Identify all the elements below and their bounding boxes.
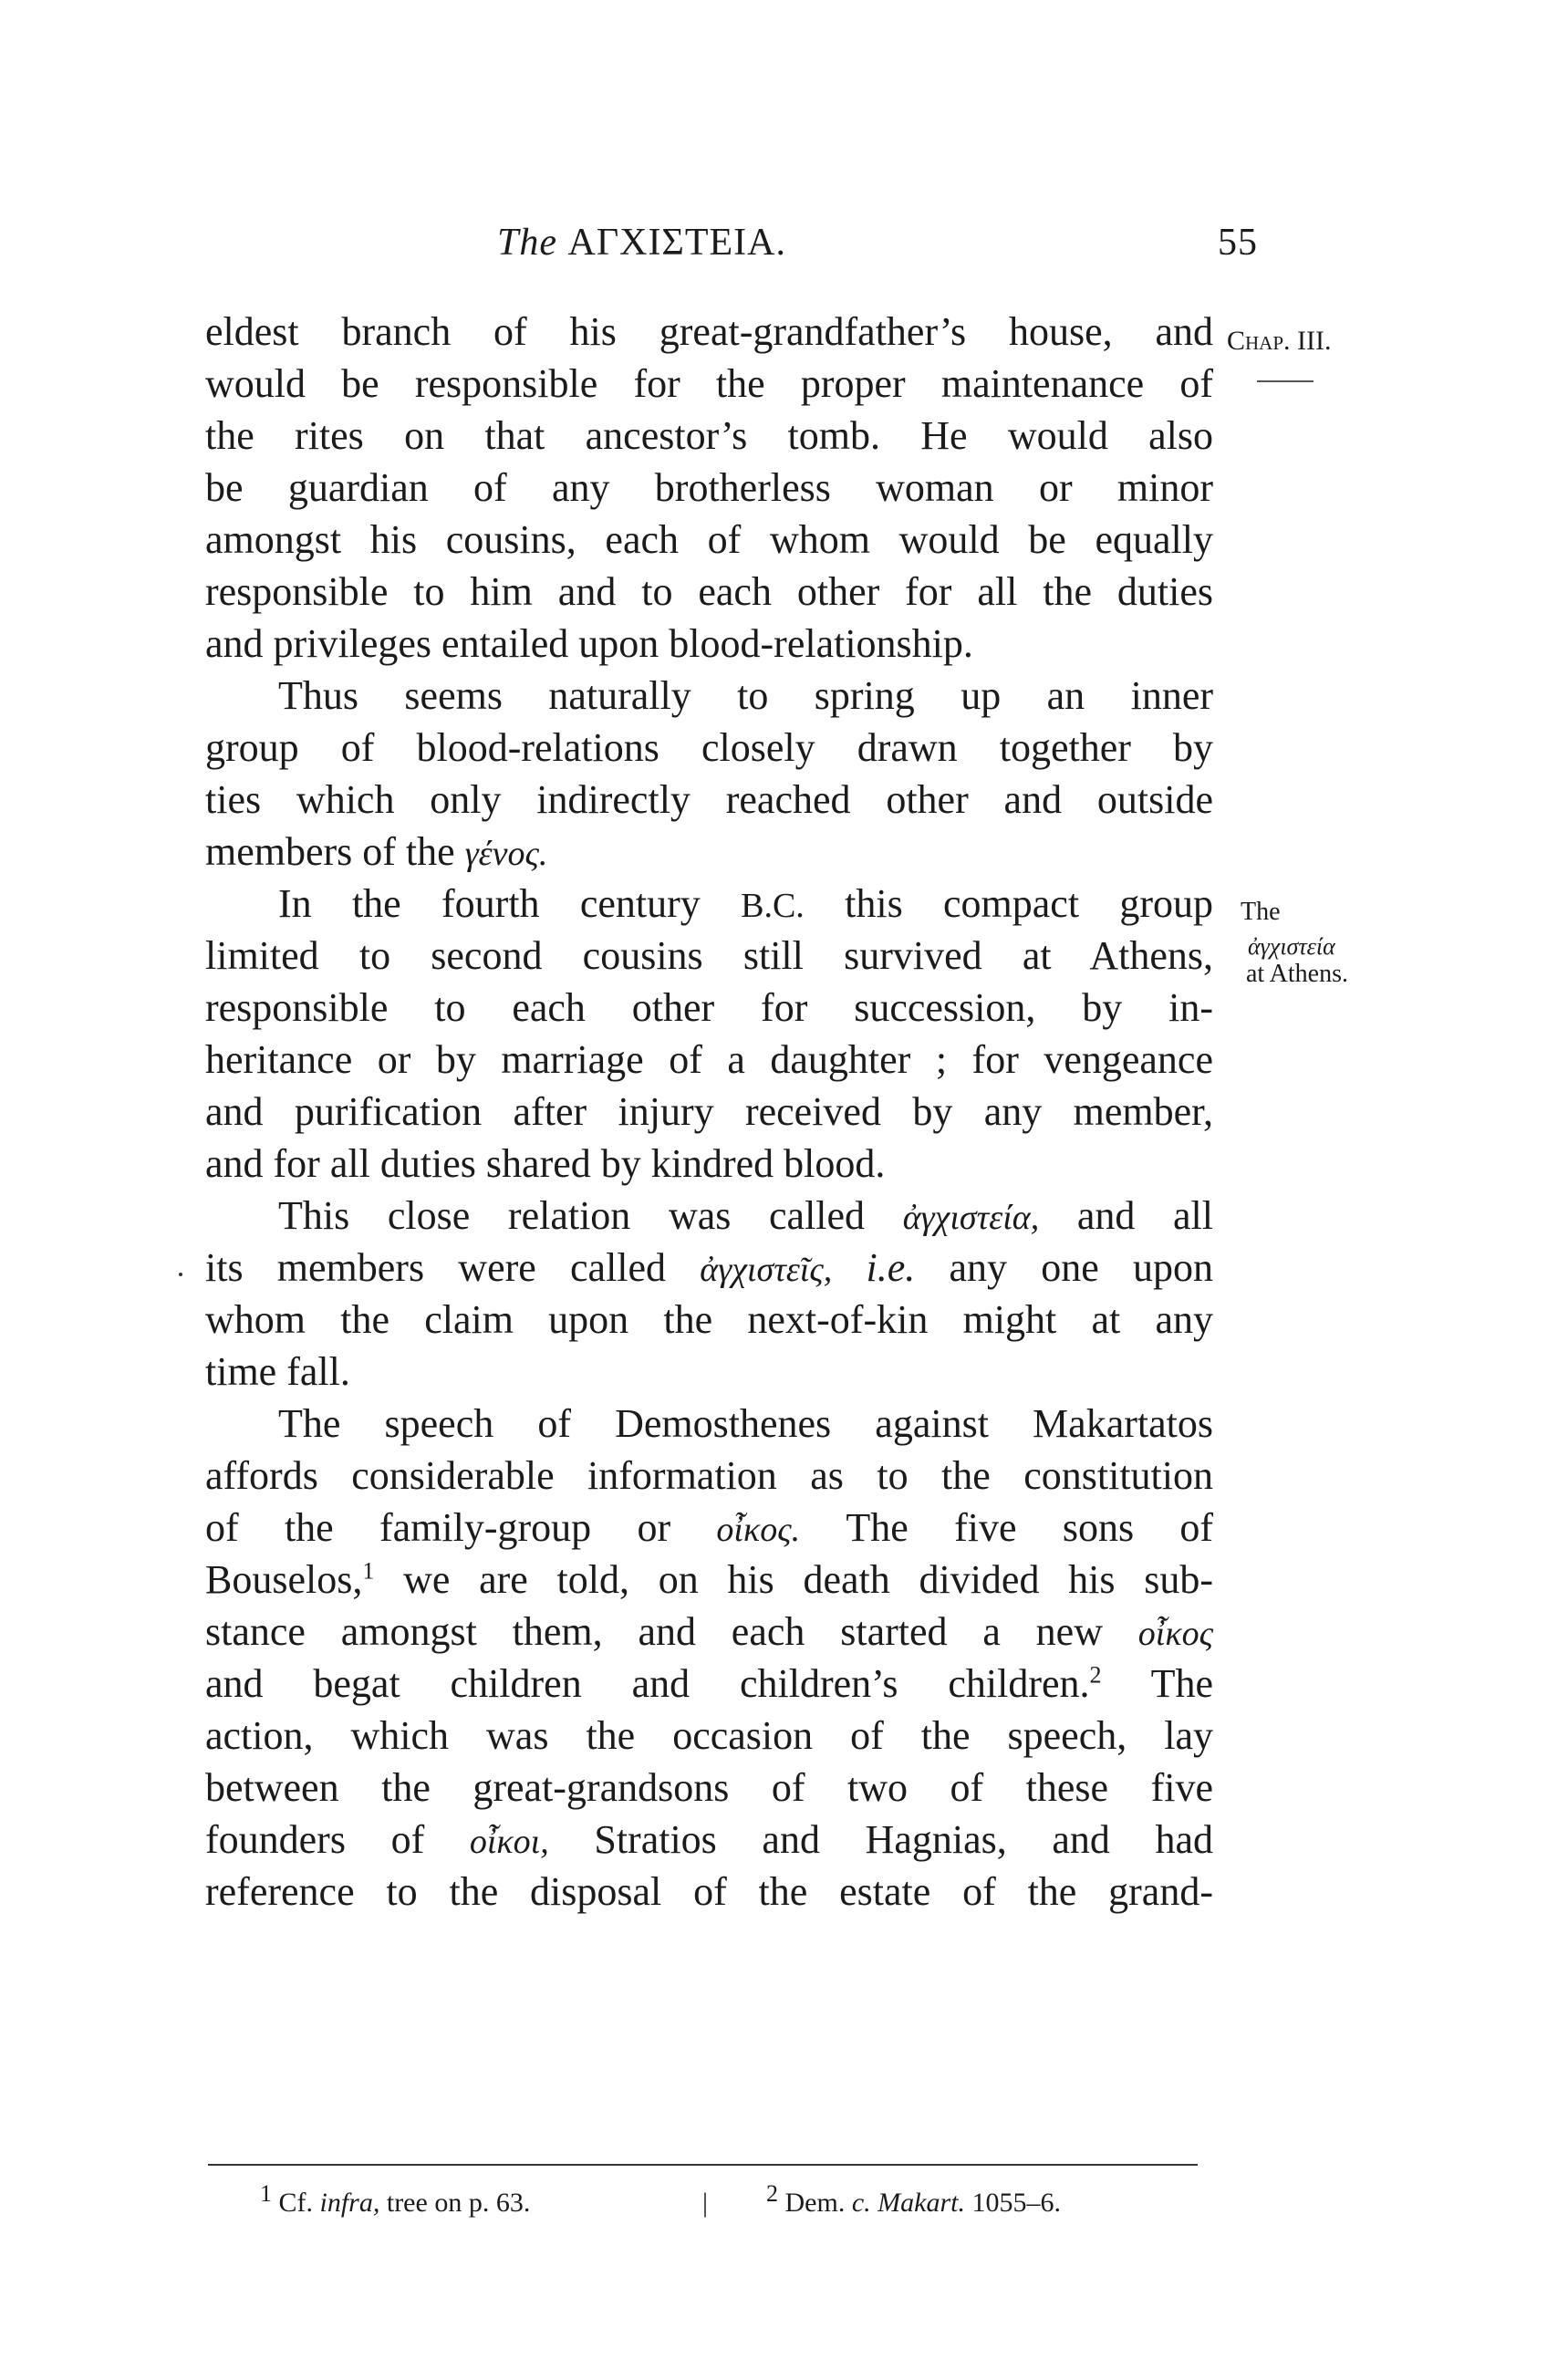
- footnote-ref-1[interactable]: 1: [362, 1557, 375, 1585]
- italic-abbrev: i.e.: [866, 1245, 916, 1290]
- text-line: [205, 1814, 1213, 1866]
- text-line: [205, 1190, 1213, 1242]
- text-line: amongst his cousins, each of whom would be equally: [205, 517, 1213, 562]
- header-title-italic: The: [497, 222, 557, 264]
- text-line: Thus seems naturally to spring up an inner: [278, 673, 1213, 718]
- footnote-rule: [208, 2164, 1198, 2166]
- text-span: any one upon: [949, 1245, 1214, 1290]
- side-note-line-3: at Athens.: [1246, 960, 1348, 988]
- chapter-rule: [1257, 380, 1314, 382]
- text-line: [205, 1502, 1213, 1554]
- footnote-2: [766, 2180, 1061, 2219]
- stray-print-mark: [179, 1273, 182, 1276]
- text-line: and for all duties shared by kindred blood.: [205, 1141, 886, 1186]
- text-span: Stratios and Hagnias, and had: [594, 1817, 1214, 1862]
- greek-word: οἶκος.: [716, 1511, 801, 1549]
- small-caps-abbrev: B.C.: [741, 887, 805, 925]
- text-span: of the family-group or: [205, 1505, 671, 1550]
- text-line: heritance or by marriage of a daughter ; for vengeance: [205, 1037, 1213, 1082]
- text-line: be guardian of any brotherless woman or minor: [205, 465, 1213, 510]
- text-span: and begat children and children’s children.: [205, 1661, 1090, 1706]
- text-span: founders of: [205, 1817, 425, 1862]
- footnote-1-text-b: infra,: [319, 2188, 380, 2218]
- text-line: time fall.: [205, 1349, 350, 1394]
- text-line: between the great-grandsons of two of these five: [205, 1765, 1213, 1810]
- text-span: and all: [1076, 1193, 1213, 1238]
- text-span: stance amongst them, and each started a new: [205, 1609, 1103, 1654]
- page-number: 55: [1218, 222, 1258, 264]
- header-title-greek: ΑΓΧΙΣΤΕΙΑ.: [567, 222, 787, 264]
- text-line: group of blood-relations closely drawn together by: [205, 725, 1213, 770]
- text-span: its members were called: [205, 1245, 667, 1290]
- text-span: This close relation was called: [278, 1193, 866, 1238]
- text-line: and privileges entailed upon blood-relationship.: [205, 621, 973, 666]
- footnote-1-text-c: tree on p. 63.: [386, 2188, 531, 2218]
- side-note-line-1: The: [1241, 898, 1281, 926]
- text-line: [205, 1242, 1213, 1294]
- text-line: whom the claim upon the next-of-kin might at any: [205, 1297, 1213, 1342]
- footnote-2-mark: 2: [766, 2180, 778, 2207]
- text-line: [205, 826, 1213, 878]
- footnote-2-text-c: 1055–6.: [971, 2188, 1061, 2218]
- text-line: eldest branch of his great-grandfather’s house, and: [205, 309, 1213, 354]
- footnote-1-mark: 1: [260, 2180, 272, 2207]
- body-text: [205, 306, 1213, 1918]
- footnote-separator: |: [702, 2188, 709, 2218]
- footnote-2-text-b: c. Makart.: [851, 2188, 965, 2218]
- text-span: The: [1150, 1661, 1213, 1706]
- greek-word: γένος.: [464, 835, 548, 873]
- greek-word: ἀγχιστεία,: [902, 1199, 1040, 1237]
- text-line: reference to the disposal of the estate of the grand-: [205, 1869, 1213, 1914]
- greek-word: οἶκοι,: [469, 1823, 549, 1861]
- text-line: and purification after injury received by any member,: [205, 1089, 1213, 1134]
- greek-word: ἀγχιστεῖς,: [700, 1251, 833, 1289]
- greek-word: οἶκος: [1137, 1615, 1214, 1653]
- text-span: In the fourth century: [278, 881, 701, 926]
- chapter-marginal-note: Chap. III.: [1227, 326, 1332, 356]
- text-line: responsible to each other for succession, by in-: [205, 985, 1213, 1030]
- text-line: the rites on that ancestor’s tomb. He would also: [205, 413, 1213, 458]
- footnote-1: [260, 2180, 531, 2219]
- text-line: [205, 1606, 1213, 1658]
- text-line: [205, 878, 1213, 930]
- text-span: this compact group: [845, 881, 1214, 926]
- text-line: responsible to him and to each other for all the duties: [205, 569, 1213, 614]
- text-line: [205, 1658, 1213, 1710]
- text-span: Bouselos,: [205, 1557, 363, 1602]
- text-span: members of the: [205, 829, 455, 874]
- footnote-ref-2[interactable]: 2: [1089, 1661, 1102, 1689]
- text-line: [205, 1554, 1213, 1606]
- text-line: The speech of Demosthenes against Makartatos: [278, 1401, 1213, 1446]
- text-span: we are told, on his death divided his sub-: [403, 1557, 1213, 1602]
- text-line: limited to second cousins still survived at Athens,: [205, 933, 1213, 978]
- running-header: [497, 221, 1258, 265]
- text-line: ties which only indirectly reached other and outside: [205, 777, 1213, 822]
- footnote-2-text-a: Dem.: [784, 2188, 846, 2218]
- text-line: would be responsible for the proper maintenance of: [205, 361, 1213, 406]
- text-line: affords considerable information as to the constitution: [205, 1453, 1213, 1498]
- side-note-line-2: ἀγχιστεία: [1248, 933, 1335, 960]
- text-span: The five sons of: [846, 1505, 1214, 1550]
- footnote-1-text-a: Cf.: [278, 2188, 313, 2218]
- text-line: action, which was the occasion of the speech, lay: [205, 1713, 1213, 1758]
